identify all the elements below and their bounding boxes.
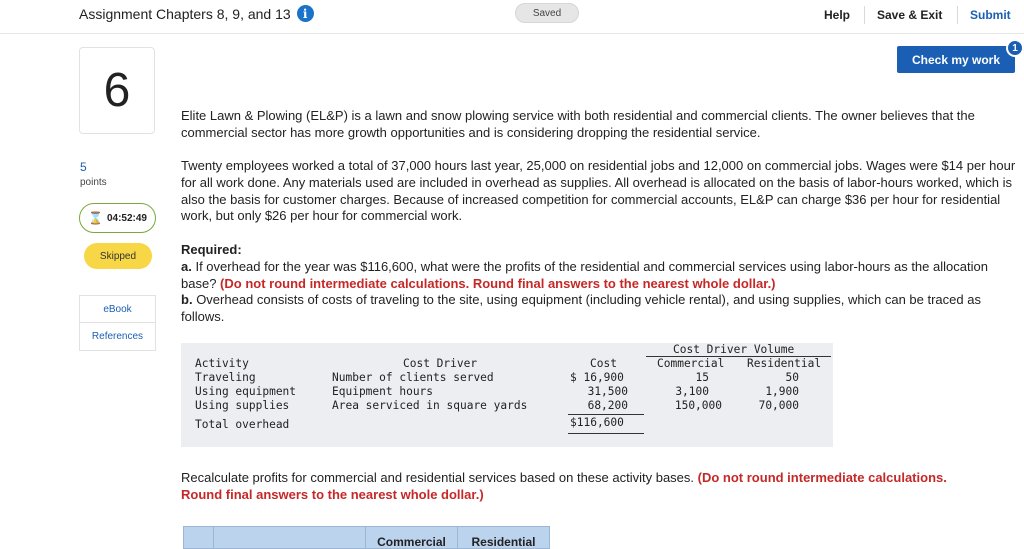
- table-row-cost: 31,500: [587, 385, 628, 398]
- col-cost: Cost: [590, 357, 617, 370]
- table-row-cost: $ 16,900: [570, 371, 624, 384]
- saved-status: Saved: [515, 3, 579, 23]
- problem-intro: Elite Lawn & Plowing (EL&P) is a lawn and snow plowing service with both residential and commercial clients. The owner believes that the commercial sector has more growth opportunities and is considering dropping the residential service.: [181, 108, 975, 140]
- header-divider: [864, 6, 865, 24]
- timer-value: 04:52:49: [106, 212, 147, 224]
- table-row-commercial: 3,100: [675, 385, 709, 398]
- table-row-activity: Traveling: [195, 371, 256, 384]
- save-exit-link[interactable]: Save & Exit: [877, 8, 943, 22]
- info-icon[interactable]: i: [297, 5, 314, 22]
- skipped-badge: Skipped: [84, 243, 152, 269]
- answer-col-residential: Residential: [457, 527, 549, 549]
- part-a-text: If overhead for the year was $116,600, what were the profits of the residential and commercial services using labor-hours as the allocation base?: [181, 259, 988, 291]
- table-row-residential: 70,000: [758, 399, 799, 412]
- points-label: points: [80, 177, 107, 188]
- group-header: Cost Driver Volume: [673, 343, 795, 356]
- required-heading: Required:: [181, 242, 242, 257]
- question-timer: [79, 203, 156, 233]
- table-row-activity: Using equipment: [195, 385, 297, 398]
- part-b: [181, 292, 1021, 326]
- subtotal-rule: [568, 414, 644, 415]
- table-row-commercial: 150,000: [674, 399, 722, 412]
- answer-table-header: [183, 526, 550, 549]
- part-b-text: Overhead consists of costs of traveling to the site, using equipment (including vehicle rental), and using supplies, which can be traced as follows.: [181, 292, 981, 324]
- part-a-note: (Do not round intermediate calculations. Round final answers to the nearest whole dollar.): [220, 275, 776, 291]
- total-rule: [568, 433, 644, 434]
- ebook-link[interactable]: eBook: [79, 295, 156, 323]
- check-my-work-button[interactable]: Check my work: [897, 46, 1015, 73]
- answer-col-label: [213, 527, 365, 549]
- problem-details: Twenty employees worked a total of 37,000 hours last year, 25,000 on residential jobs and 12,000 on commercial jobs. Wages were $14 per hour for all work done. Any materials used are included in overhead as supplies. All overhead is allocated on the basis of labor-hours worked, which is also the basis for customer charges. Because of increased competition for commercial accounts, EL&P can charge $36 per hour for residential work, but only $26 per hour for commercial work.: [181, 158, 1016, 224]
- answer-col-commercial: Commercial: [365, 527, 457, 549]
- total-value: $116,600: [570, 416, 624, 429]
- assignment-title: [79, 5, 314, 22]
- col-residential: Residential: [747, 357, 822, 370]
- table-row-residential: 1,900: [765, 385, 799, 398]
- points-value: 5: [80, 160, 87, 174]
- table-row-commercial: 15: [695, 371, 709, 384]
- part-a-label: a.: [181, 259, 192, 274]
- table-row-activity: Using supplies: [195, 399, 290, 412]
- help-link[interactable]: Help: [824, 8, 851, 22]
- col-driver: Cost Driver: [403, 357, 478, 370]
- hourglass-icon: ⌛: [88, 211, 103, 225]
- table-row-driver: Equipment hours: [332, 385, 434, 398]
- part-b-label: b.: [181, 292, 193, 307]
- recalc-note: (Do not round intermediate calculations. Round final answers to the nearest whole dollar.): [181, 470, 947, 502]
- question-number: 6: [79, 47, 155, 134]
- table-row-driver: Area serviced in square yards: [332, 399, 528, 412]
- assignment-title-text: Assignment Chapters 8, 9, and 13: [79, 5, 291, 22]
- table-row-driver: Number of clients served: [332, 371, 494, 384]
- recalc-text: Recalculate profits for commercial and residential services based on these activity bases.: [181, 470, 695, 485]
- cost-driver-table: [181, 343, 833, 447]
- header-divider: [957, 6, 958, 24]
- col-activity: Activity: [195, 357, 249, 370]
- references-link[interactable]: References: [79, 323, 156, 351]
- total-label: Total overhead: [195, 418, 290, 431]
- submit-link[interactable]: Submit: [970, 8, 1011, 22]
- top-header: [0, 0, 1024, 34]
- part-a: [181, 259, 1021, 293]
- table-row-residential: 50: [785, 371, 799, 384]
- col-commercial: Commercial: [657, 357, 725, 370]
- table-row-cost: 68,200: [587, 399, 628, 412]
- check-attempts-badge: 1: [1006, 39, 1024, 57]
- recalc-instructions: [181, 470, 961, 504]
